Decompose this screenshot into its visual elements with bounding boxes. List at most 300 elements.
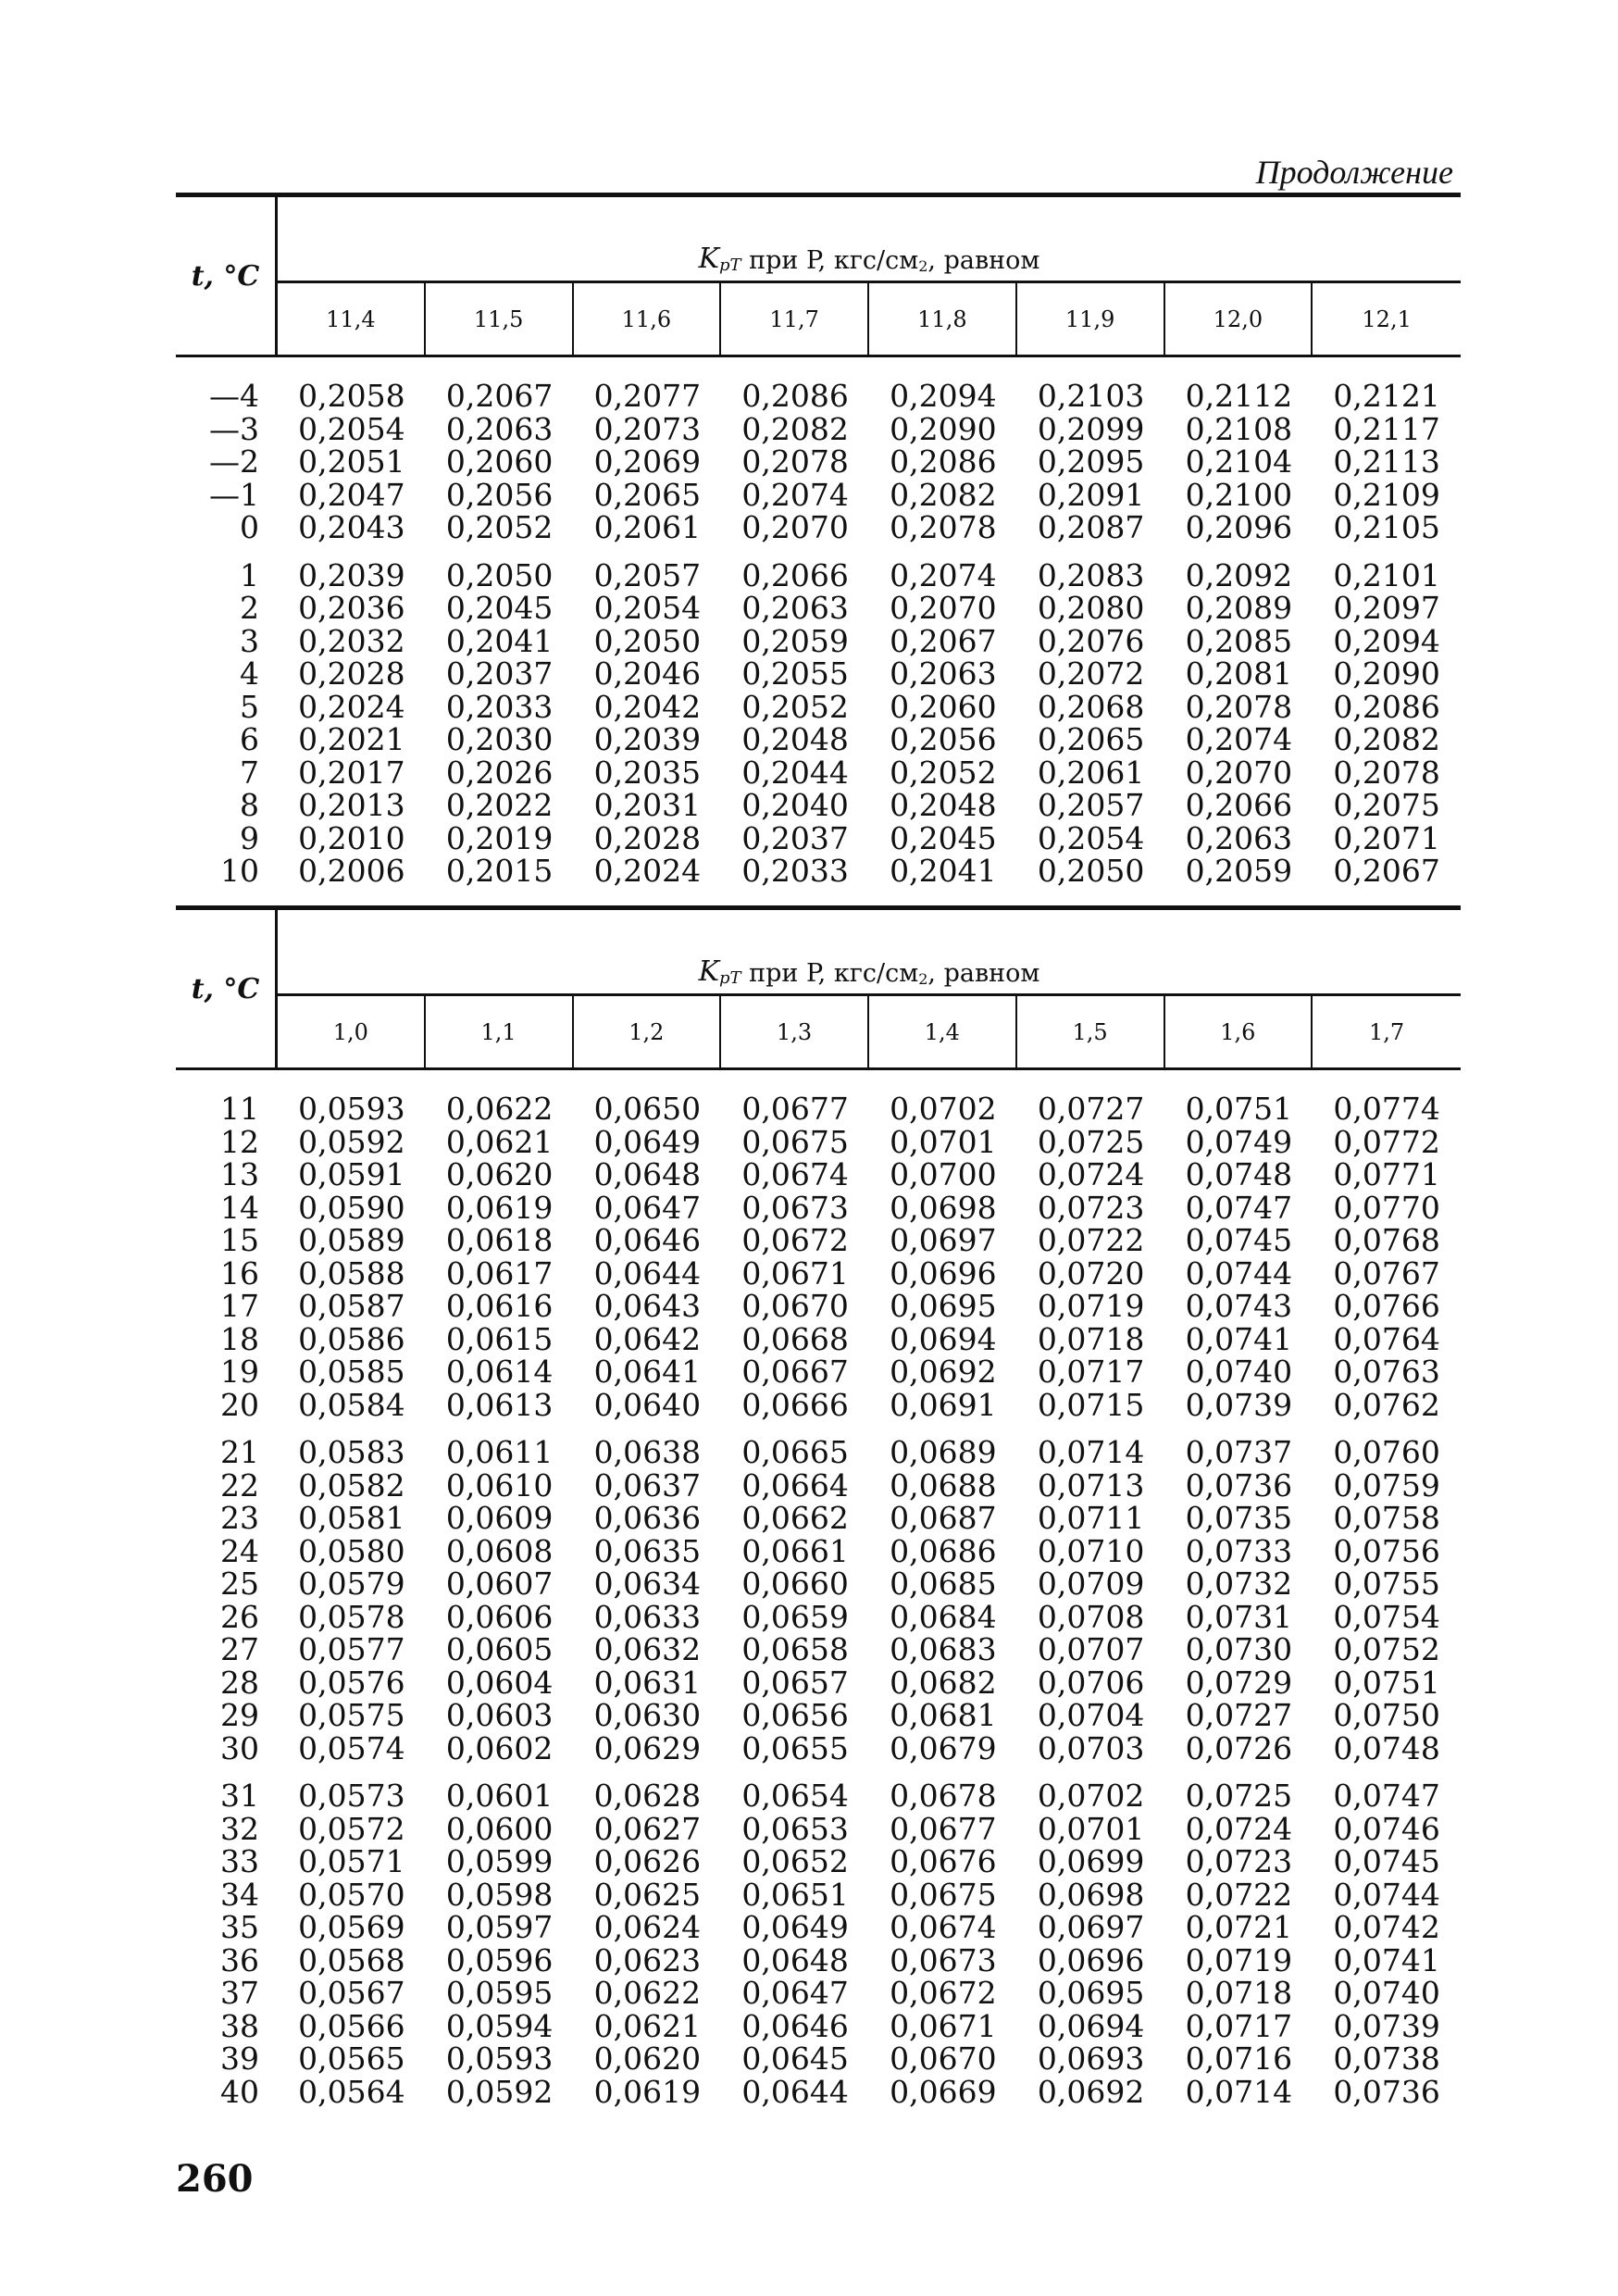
value-cell: 0,2066 [1185,787,1293,823]
value-cell: 0,2108 [1185,410,1293,447]
value-cell: 0,2039 [298,556,405,593]
value-cell: 0,2070 [890,590,997,626]
value-cell: 0,0607 [445,1566,554,1602]
continuation-label: Продолжение [1255,154,1453,191]
value-cell: 0,0583 [298,1434,405,1470]
pressure-header: 11,4 [278,283,426,355]
value-cell: 0,0670 [741,1288,849,1324]
value-cell: 0,0605 [445,1631,554,1667]
value-cell: 0,0740 [1333,1975,1440,2011]
temperature-cell: 23 [220,1500,259,1536]
temperature-cell: 2 [240,590,259,626]
value-cell: 0,0723 [1185,1843,1293,1879]
value-cell: 0,0766 [1333,1288,1440,1324]
value-cell: 0,0681 [890,1697,997,1733]
value-cell: 0,0717 [1185,2007,1293,2044]
value-cell: 0,0633 [593,1598,702,1635]
value-cell: 0,0772 [1333,1123,1440,1160]
value-cell: 0,2055 [741,655,849,692]
value-cell: 0,0721 [1185,1909,1293,1945]
value-cell: 0,0756 [1333,1532,1440,1569]
value-cell: 0,2100 [1185,476,1293,513]
value-cell: 0,0715 [1037,1386,1145,1423]
value-cell: 0,2013 [298,787,405,823]
value-cell: 0,2057 [593,556,702,593]
value-cell: 0,0579 [298,1566,405,1602]
value-cell: 0,0622 [593,1975,702,2011]
value-cell: 0,0760 [1333,1434,1440,1470]
table-1 [176,193,1461,888]
value-cell: 0,2090 [890,410,997,447]
value-cell: 0,0733 [1185,1532,1293,1569]
value-cell: 0,2067 [445,378,554,414]
value-cell: 0,0655 [741,1729,849,1766]
value-cell: 0,2096 [1185,509,1293,545]
value-cell: 0,0630 [593,1697,702,1733]
value-cell: 0,0739 [1185,1386,1293,1423]
value-cell: 0,2024 [298,688,405,725]
value-cell: 0,0677 [890,1810,997,1847]
value-cell: 0,0567 [298,1975,405,2011]
temperature-cell: 3 [240,622,259,659]
value-cell: 0,0592 [298,1123,405,1160]
value-cell: 0,0713 [1037,1466,1145,1504]
value-cell: 0,0730 [1185,1631,1293,1667]
value-cell: 0,0577 [298,1631,405,1667]
value-cell: 0,2019 [445,819,554,856]
temperature-cell: 13 [220,1156,259,1192]
value-cell: 0,0672 [741,1222,849,1258]
value-cell: 0,0695 [1037,1975,1145,2011]
pressure-header: 11,9 [1017,283,1165,355]
value-cell: 0,0748 [1333,1729,1440,1766]
value-cell: 0,2054 [593,590,702,626]
value-cell: 0,0571 [298,1843,405,1879]
value-cell: 0,0746 [1333,1810,1440,1847]
value-cell: 0,0754 [1333,1598,1440,1635]
pressure-header: 1,3 [721,996,869,1067]
value-cell: 0,0642 [593,1320,702,1357]
value-cell: 0,0707 [1037,1631,1145,1667]
value-cell: 0,2095 [1037,443,1145,480]
value-cell: 0,0678 [890,1778,997,1814]
value-cell: 0,0592 [445,2073,554,2110]
page-number: 260 [176,2157,254,2201]
value-cell: 0,0704 [1037,1697,1145,1733]
value-cell: 0,0609 [445,1500,554,1536]
temperature-cell: 8 [240,787,259,823]
table-body [176,1070,1461,2108]
value-cell: 0,0587 [298,1288,405,1324]
value-cell: 0,0745 [1185,1222,1293,1258]
value-cell: 0,0735 [1185,1500,1293,1536]
value-cell: 0,0683 [890,1631,997,1667]
value-cell: 0,2037 [741,819,849,856]
temperature-cell: 5 [240,688,259,725]
temperature-cell: 0 [240,509,259,545]
temperature-cell: 27 [220,1631,259,1667]
value-cell: 0,2050 [1037,853,1145,889]
value-cell: 0,2086 [741,378,849,414]
value-cell: 0,0603 [445,1697,554,1733]
value-cell: 0,0689 [890,1434,997,1470]
value-cell: 0,0584 [298,1386,405,1423]
value-cell: 0,0708 [1037,1598,1145,1635]
temperature-cell: —4 [209,378,259,414]
value-cell: 0,2045 [445,590,554,626]
pressure-header: 1,7 [1369,1018,1405,1045]
value-cell: 0,0727 [1185,1697,1293,1733]
value-cell: 0,0618 [445,1222,554,1258]
value-cell: 0,2105 [1333,509,1440,545]
value-cell: 0,0669 [890,2073,997,2110]
value-cell: 0,0662 [741,1500,849,1536]
value-cell: 0,0723 [1037,1189,1145,1226]
value-cell: 0,0635 [593,1532,702,1569]
value-cell: 0,2026 [445,754,554,791]
temperature-cell: 24 [220,1532,259,1569]
temperature-cell: 28 [220,1664,259,1701]
value-cell: 0,0670 [890,2040,997,2077]
pressure-span-header: K $_{pT}$ при P, кгс/см $_2$ , равном [278,197,1461,283]
value-cell: 0,0700 [890,1156,997,1192]
value-cell: 0,0694 [890,1320,997,1357]
value-cell: 0,0762 [1333,1386,1440,1423]
value-cell: 0,2032 [298,622,405,659]
value-cell: 0,0727 [1037,1091,1145,1127]
value-cell: 0,0699 [1037,1843,1145,1879]
value-cell: 0,2035 [593,754,702,791]
value-cell: 0,2066 [741,556,849,593]
value-cell: 0,2065 [1037,721,1145,757]
value-cell: 0,0590 [298,1189,405,1226]
temperature-cell: 6 [240,721,259,757]
value-cell: 0,0616 [445,1288,554,1324]
value-cell: 0,0672 [890,1975,997,2011]
value-cell: 0,2059 [741,622,849,659]
temperature-cell: 21 [220,1434,259,1470]
temperature-cell: 12 [220,1123,259,1160]
value-cell: 0,0640 [593,1386,702,1423]
value-cell: 0,0692 [890,1354,997,1390]
temperature-cell: 20 [220,1386,259,1423]
value-cell: 0,2037 [445,655,554,692]
temperature-cell: 26 [220,1598,259,1635]
value-cell: 0,2039 [593,721,702,757]
value-cell: 0,2094 [1333,622,1440,659]
value-cell: 0,2021 [298,721,405,757]
value-cell: 0,0621 [593,2007,702,2044]
value-cell: 0,0595 [445,1975,554,2011]
value-cell: 0,2078 [1185,688,1293,725]
pressure-header: 11,6 [574,283,722,355]
value-cell: 0,0771 [1333,1156,1440,1192]
value-cell: 0,0744 [1185,1254,1293,1292]
value-cell: 0,0575 [298,1697,405,1733]
pressure-header: 11,5 [426,283,574,355]
pressure-header: 1,1 [426,996,574,1067]
value-cell: 0,0741 [1185,1320,1293,1357]
value-cell: 0,2073 [593,410,702,447]
value-cell: 0,2063 [890,655,997,692]
value-cell: 0,0588 [298,1254,405,1292]
value-cell: 0,2089 [1185,590,1293,626]
value-cell: 0,2054 [1037,819,1145,856]
value-cell: 0,0774 [1333,1091,1440,1127]
value-cell: 0,0620 [445,1156,554,1192]
value-cell: 0,2044 [741,754,849,791]
value-cell: 0,2113 [1333,443,1440,480]
value-cell: 0,2103 [1037,378,1145,414]
value-cell: 0,2070 [741,509,849,545]
value-cell: 0,2047 [298,476,405,513]
value-cell: 0,0656 [741,1697,849,1733]
value-cell: 0,0566 [298,2007,405,2044]
value-cell: 0,0671 [741,1254,849,1292]
value-cell: 0,0611 [445,1434,554,1470]
value-cell: 0,0602 [445,1729,554,1766]
value-cell: 0,2028 [593,819,702,856]
value-cell: 0,0576 [298,1664,405,1701]
temperature-cell: 22 [220,1466,259,1504]
value-cell: 0,0619 [445,1189,554,1226]
value-cell: 0,0701 [1037,1810,1145,1847]
pressure-span-header: K $_{pT}$ при P, кгс/см $_2$ , равном [278,910,1461,996]
value-cell: 0,0666 [741,1386,849,1423]
value-cell: 0,2074 [1185,721,1293,757]
value-cell: 0,2024 [593,853,702,889]
value-cell: 0,0660 [741,1566,849,1602]
temperature-cell: 10 [220,853,259,889]
value-cell: 0,0586 [298,1320,405,1357]
temperature-header: t, °C [176,197,278,355]
value-cell: 0,0676 [890,1843,997,1879]
value-cell: 0,0600 [445,1810,554,1847]
value-cell: 0,0671 [890,2007,997,2044]
temperature-cell: 17 [220,1288,259,1324]
temperature-cell: 40 [220,2073,259,2110]
value-cell: 0,2045 [890,819,997,856]
value-cell: 0,0664 [741,1466,849,1504]
value-cell: 0,0718 [1185,1975,1293,2011]
temperature-cell: 39 [220,2040,259,2077]
temperature-cell: 11 [220,1091,259,1127]
value-cell: 0,0574 [298,1729,405,1766]
value-cell: 0,0564 [298,2073,405,2110]
value-cell: 0,0706 [1037,1664,1145,1701]
value-cell: 0,0702 [1037,1778,1145,1814]
value-cell: 0,0624 [593,1909,702,1945]
value-cell: 0,0711 [1037,1500,1145,1536]
value-cell: 0,0767 [1333,1254,1440,1292]
value-cell: 0,0617 [445,1254,554,1292]
pressure-header: 1,2 [574,996,722,1067]
value-cell: 0,2050 [445,556,554,593]
value-cell: 0,0725 [1185,1778,1293,1814]
temperature-cell: 4 [240,655,259,692]
value-cell: 0,0675 [890,1876,997,1913]
value-cell: 0,0682 [890,1664,997,1701]
value-cell: 0,2040 [741,787,849,823]
value-cell: 0,0637 [593,1466,702,1504]
value-cell: 0,2006 [298,853,405,889]
value-cell: 0,0722 [1037,1222,1145,1258]
temperature-cell: 38 [220,2007,259,2044]
value-cell: 0,0568 [298,1941,405,1978]
value-cell: 0,2065 [593,476,702,513]
value-cell: 0,0751 [1185,1091,1293,1127]
value-cell: 0,0657 [741,1664,849,1701]
value-cell: 0,2052 [741,688,849,725]
value-cell: 0,2033 [741,853,849,889]
value-cell: 0,0739 [1333,2007,1440,2044]
temperature-cell: 30 [220,1729,259,1766]
value-cell: 0,0661 [741,1532,849,1569]
value-cell: 0,2077 [593,378,702,414]
value-cell: 0,2052 [445,509,554,545]
value-cell: 0,0665 [741,1434,849,1470]
value-cell: 0,0751 [1333,1664,1440,1701]
value-cell: 0,2061 [593,509,702,545]
value-cell: 0,2085 [1185,622,1293,659]
value-cell: 0,2087 [1037,509,1145,545]
value-cell: 0,0758 [1333,1500,1440,1536]
pressure-header: 12,0 [1165,283,1313,355]
value-cell: 0,0718 [1037,1320,1145,1357]
value-cell: 0,0622 [445,1091,554,1127]
value-cell: 0,0651 [741,1876,849,1913]
value-cell: 0,2060 [890,688,997,725]
value-cell: 0,0570 [298,1876,405,1913]
value-cell: 0,2060 [445,443,554,480]
value-cell: 0,0627 [593,1810,702,1847]
value-cell: 0,0677 [741,1091,849,1127]
value-cell: 0,0726 [1185,1729,1293,1766]
value-cell: 0,0599 [445,1843,554,1879]
value-cell: 0,0693 [1037,2040,1145,2077]
value-cell: 0,2078 [890,509,997,545]
value-cell: 0,2058 [298,378,405,414]
value-cell: 0,2059 [1185,853,1293,889]
value-cell: 0,0770 [1333,1189,1440,1226]
value-cell: 0,2076 [1037,622,1145,659]
value-cell: 0,0647 [593,1189,702,1226]
value-cell: 0,0749 [1185,1123,1293,1160]
value-cell: 0,2043 [298,509,405,545]
value-cell: 0,0606 [445,1598,554,1635]
value-cell: 0,0737 [1185,1434,1293,1470]
value-cell: 0,0565 [298,2040,405,2077]
value-cell: 0,0621 [445,1123,554,1160]
value-cell: 0,2063 [1185,819,1293,856]
value-cell: 0,2042 [593,688,702,725]
table-header [176,910,1461,1067]
temperature-cell: 37 [220,1975,259,2011]
value-cell: 0,0623 [593,1941,702,1978]
value-cell: 0,0580 [298,1532,405,1569]
value-cell: 0,0673 [741,1189,849,1226]
value-cell: 0,0650 [593,1091,702,1127]
value-cell: 0,2063 [445,410,554,447]
pressure-header: 1,0 [278,996,426,1067]
pressure-header: 1,6 [1165,996,1313,1067]
value-cell: 0,2091 [1037,476,1145,513]
value-cell: 0,2082 [1333,721,1440,757]
value-cell: 0,0646 [593,1222,702,1258]
value-cell: 0,0687 [890,1500,997,1536]
value-cell: 0,0647 [741,1975,849,2011]
value-cell: 0,0719 [1185,1941,1293,1978]
temperature-cell: 1 [240,556,259,593]
pressure-header: 11,8 [869,283,1017,355]
value-cell: 0,0596 [445,1941,554,1978]
value-cell: 0,0667 [741,1354,849,1390]
value-cell: 0,2046 [593,655,702,692]
value-cell: 0,0648 [741,1941,849,1978]
value-cell: 0,0716 [1185,2040,1293,2077]
value-cell: 0,0697 [890,1222,997,1258]
value-cell: 0,0763 [1333,1354,1440,1390]
value-cell: 0,2036 [298,590,405,626]
value-cell: 0,0747 [1185,1189,1293,1226]
value-cell: 0,0598 [445,1876,554,1913]
value-cell: 0,0697 [1037,1909,1145,1945]
value-cell: 0,0649 [741,1909,849,1945]
value-cell: 0,0625 [593,1876,702,1913]
value-cell: 0,2067 [890,622,997,659]
value-cell: 0,2078 [1333,754,1440,791]
temperature-cell: 29 [220,1697,259,1733]
value-cell: 0,0684 [890,1598,997,1635]
temperature-cell: 9 [240,819,259,856]
temperature-cell: 14 [220,1189,259,1226]
value-cell: 0,2017 [298,754,405,791]
value-cell: 0,0686 [890,1532,997,1569]
value-cell: 0,0691 [890,1386,997,1423]
value-cell: 0,0744 [1333,1876,1440,1913]
value-cell: 0,0719 [1037,1288,1145,1324]
value-cell: 0,0679 [890,1729,997,1766]
value-cell: 0,0701 [890,1123,997,1160]
value-cell: 0,0641 [593,1354,702,1390]
value-cell: 0,0732 [1185,1566,1293,1602]
value-cell: 0,0643 [593,1288,702,1324]
value-cell: 0,0649 [593,1123,702,1160]
value-cell: 0,0594 [445,2007,554,2044]
temperature-cell: 19 [220,1354,259,1390]
value-cell: 0,2074 [890,556,997,593]
value-cell: 0,0674 [741,1156,849,1192]
value-cell: 0,2117 [1333,410,1440,447]
value-cell: 0,2109 [1333,476,1440,513]
table-2 [176,905,1461,2108]
value-cell: 0,2041 [445,622,554,659]
value-cell: 0,0745 [1333,1843,1440,1879]
value-cell: 0,2081 [1185,655,1293,692]
value-cell: 0,2092 [1185,556,1293,593]
value-cell: 0,2056 [445,476,554,513]
value-cell: 0,2086 [1333,688,1440,725]
value-cell: 0,0696 [1037,1941,1145,1978]
value-cell: 0,0648 [593,1156,702,1192]
value-cell: 0,2072 [1037,655,1145,692]
value-cell: 0,0644 [593,1254,702,1292]
value-cell: 0,0722 [1185,1876,1293,1913]
value-cell: 0,0572 [298,1810,405,1847]
value-cell: 0,0585 [298,1354,405,1390]
temperature-cell: 18 [220,1320,259,1357]
value-cell: 0,0604 [445,1664,554,1701]
